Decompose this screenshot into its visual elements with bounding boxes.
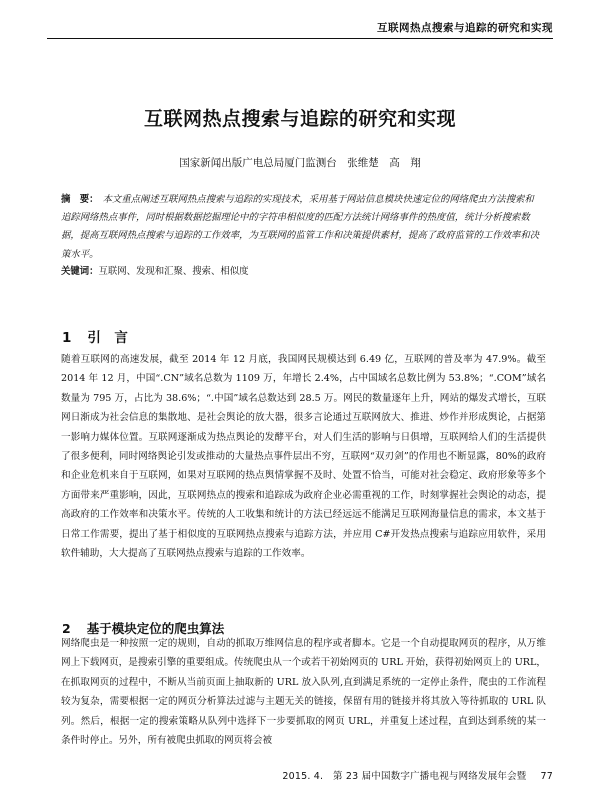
abstract	[61, 191, 541, 264]
keywords	[61, 263, 541, 277]
abstract-label: 摘 要：	[61, 194, 99, 205]
running-head: 互联网热点搜索与追踪的研究和实现	[47, 20, 553, 39]
footer-issue: 2015. 4. 第 23 届中国数字广播电视与网络发展年会暨	[282, 771, 527, 782]
author-line: 国家新闻出版广电总局厦门监测台 张维楚 高 翔	[179, 157, 421, 169]
keywords-text: 互联网、发现和汇聚、搜索、相似度	[98, 266, 249, 277]
section-2-title: 基于模块定位的爬虫算法	[86, 621, 225, 636]
paper-title: 互联网热点搜索与追踪的研究和实现	[143, 108, 456, 130]
section-1-paragraph: 随着互联网的高速发展，截至 2014 年 12 月底，我国网民规模达到 6.49 亿，互联网的普及率为 47.9%。截至 2014 年 12 月，中国“.CN”域名总数为 1109 万，年增长 2.4%，占中国域名总数比例为 53.8%；“.COM”域名数量为 795 万，占比为 38.6%；“.中国”域名总数达到 28.5 万。网民的数量逐年上升，网站的爆发式增长，互联网日渐成为社会信息的集散地、是社会舆论的放大器，很多言论通过互联网放大、推进、炒作并形成舆论，占据第一影响力媒体位置。互联网逐渐成为热点舆论的发酵平台，对人们生活的影响与日俱增，互联网给人们的生活提供了很多便利，同时网络舆论引发或推动的大量热点事件层出不穷，互联网“双刃剑”的作用也不断显露，80%的政府和企业危机来自于互联网，如果对互联网的热点舆情掌握不及时、处置不恰当，可能对社会稳定、政府形象等多个方面带来严重影响，因此，互联网热点的搜索和追踪成为政府企业必需重视的工作，时刻掌握社会舆论的动态，提高政府的工作效率和决策水平。传统的人工收集和统计的方法已经远远不能满足互联网海量信息的需求，本文基于日常工作需要，提出了基于相似度的互联网热点搜索与追踪方法，并应用 C#开发热点搜索与追踪应用软件，采用软件辅助，大大提高了互联网热点搜索与追踪的工作效率。	[61, 354, 546, 560]
section-1-number: 1	[62, 330, 72, 346]
section-2-paragraph: 网络爬虫是一种按照一定的规则，自动的抓取万维网信息的程序或者脚本。它是一个自动提取网页的程序，从万维网上下载网页，是搜索引擎的重要组成。传统爬虫从一个或若干初始网页的 URL 开始，获得初始网页上的 URL，在抓取网页的过程中，不断从当前页面上抽取新的 URL 放入队列,直到满足系统的一定停止条件，爬虫的工作流程较为复杂，需要根据一定的网页分析算法过滤与主题无关的链接，保留有用的链接并将其放入等待抓取的 URL 队列。然后，根据一定的搜索策略从队列中选择下一步要抓取的网页 URL，并重复上述过程，直到达到系统的某一条件时停止。另外，所有被爬虫抓取的网页将会被	[61, 638, 546, 747]
page-footer	[282, 768, 553, 782]
section-2-number: 2	[62, 621, 71, 636]
section-1-heading	[62, 326, 128, 346]
keywords-label: 关键词：	[61, 266, 99, 277]
abstract-text: 本文重点阐述互联网热点搜索与追踪的实现技术，采用基于网站信息模块快速定位的网络爬虫方法搜索和追踪网络热点事件，同时根据数据挖掘理论中的字符串相似度的匹配方法统计网络事件的热度值，统计分析搜索数据，提高互联网热点搜索与追踪的工作效率，为互联网的监管工作和决策提供素材，提高了政府监管的工作效率和决策水平。	[61, 194, 540, 260]
section-1-title: 引 言	[87, 330, 128, 346]
page-number: 77	[540, 771, 553, 782]
